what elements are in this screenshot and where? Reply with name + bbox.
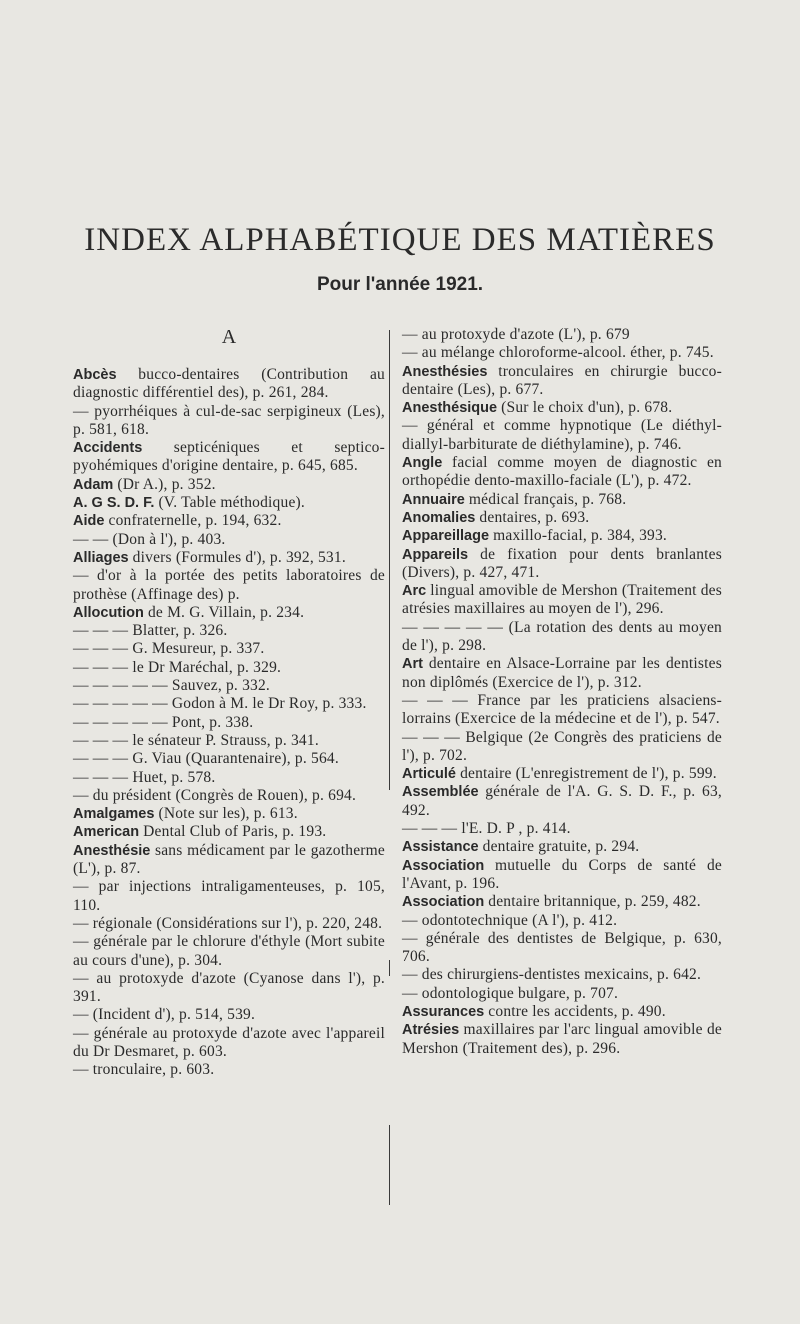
entry-text: — des chirurgiens-dentistes mexicains, p. 642. <box>402 966 702 984</box>
entry-text: — — — Huet, p. 578. <box>73 768 216 786</box>
entry-text: — au protoxyde d'azote (Cyanose dans l'), p. 391. <box>73 969 385 1006</box>
entry-text: — général et comme hypnotique (Le diéthyl-diallyl-barbiturate de diéthylamine), p. 746. <box>402 417 722 453</box>
index-entry <box>402 582 722 619</box>
entry-text: — — — le Dr Maréchal, p. 329. <box>73 658 282 676</box>
index-entry <box>402 820 722 838</box>
index-entry <box>402 783 722 820</box>
index-entry <box>73 878 385 915</box>
index-entry <box>402 893 722 911</box>
entry-text: bucco-dentaires (Contribution au diagnostic différentiel des), p. 261, 284. <box>73 366 385 402</box>
index-entry <box>402 655 722 692</box>
entry-text: — régionale (Considérations sur l'), p. 220, 248. <box>73 914 383 932</box>
index-entry <box>73 512 385 530</box>
index-entry <box>402 1003 722 1021</box>
entry-text: contre les accidents, p. 490. <box>484 1002 666 1020</box>
index-entry <box>402 765 722 783</box>
entry-text: dentaires, p. 693. <box>475 508 590 526</box>
index-entry <box>73 695 385 713</box>
index-entry <box>402 985 722 1003</box>
entry-text: — générale des dentistes de Belgique, p. 630, 706. <box>402 929 722 966</box>
index-entry <box>73 1006 385 1024</box>
entry-text: — par injections intraligamenteuses, p. 105, 110. <box>73 878 385 914</box>
entry-text: (Note sur les), p. 613. <box>154 805 298 823</box>
entry-heading: Appareils <box>402 546 469 563</box>
entry-heading: Abcès <box>73 367 117 383</box>
index-entry <box>402 619 722 656</box>
entry-heading: Art <box>402 656 423 673</box>
index-entry <box>402 930 722 967</box>
entry-text: — — — — — Sauvez, p. 332. <box>73 677 271 695</box>
entry-text: tronculaires en chirurgie bucco-dentaire (Les), p. 677. <box>402 362 722 398</box>
index-entry <box>402 527 722 545</box>
entry-text: maxillaires par l'arc lingual amovible de Mershon (Traitement des), p. 296. <box>402 1021 722 1057</box>
entry-text: maxillo-facial, p. 384, 393. <box>489 527 668 545</box>
index-entry <box>73 732 385 750</box>
index-entry <box>402 326 722 344</box>
entry-text: — — — le sénateur P. Strauss, p. 341. <box>73 731 319 749</box>
entry-heading: Aide <box>73 513 105 530</box>
index-entry <box>402 729 722 766</box>
entry-text: — — (Don à l'), p. 403. <box>73 530 226 548</box>
entry-text: — pyorrhéiques à cul-de-sac serpigineux (Les), p. 581, 618. <box>73 402 385 438</box>
index-entry <box>402 966 722 984</box>
entry-text: — du président (Congrès de Rouen), p. 694. <box>73 786 357 804</box>
entry-text: — — — G. Mesureur, p. 337. <box>73 640 265 658</box>
entry-text: — générale au protoxyde d'azote avec l'appareil du Dr Desmaret, p. 603. <box>73 1024 385 1060</box>
index-entry <box>402 509 722 527</box>
entry-text: — — — G. Viau (Quarantenaire), p. 564. <box>73 750 339 768</box>
index-entry <box>73 1025 385 1062</box>
entry-heading: Association <box>402 894 485 911</box>
entry-text: — tronculaire, p. 603. <box>73 1061 215 1079</box>
entry-heading: American <box>73 824 140 841</box>
page-title: INDEX ALPHABÉTIQUE DES MATIÈRES <box>84 222 716 258</box>
entry-heading: Association <box>402 857 485 874</box>
entry-text: — — — l'E. D. P , p. 414. <box>402 820 571 838</box>
index-entry <box>73 1061 385 1079</box>
index-entry <box>402 399 722 417</box>
index-entry <box>402 838 722 856</box>
entry-heading: Assistance <box>402 839 479 856</box>
entry-heading: Annuaire <box>402 491 465 508</box>
entry-heading: Adam <box>73 476 114 493</box>
index-entry <box>73 805 385 823</box>
index-entry <box>73 659 385 677</box>
entry-text: facial comme moyen de diagnostic en orthopédie dento-maxillo-faciale (L'), p. 472. <box>402 454 722 490</box>
entry-text: (Sur le choix d'un), p. 678. <box>497 399 673 417</box>
entry-text: lingual amovible de Mershon (Traitement des atrésies maxillaires au moyen de l'), 296. <box>402 582 722 618</box>
entry-text: — — — — — Godon à M. le Dr Roy, p. 333. <box>73 695 367 713</box>
page-subtitle: Pour l'année 1921. <box>316 274 484 295</box>
entry-text: médical français, p. 768. <box>464 490 627 508</box>
index-entry <box>73 604 385 622</box>
entry-heading: Anesthésie <box>73 842 151 859</box>
index-entry <box>402 417 722 454</box>
entry-text: divers (Formules d'), p. 392, 531. <box>128 548 346 566</box>
index-entry <box>402 454 722 491</box>
entry-heading: Articulé <box>402 766 456 783</box>
index-entry <box>73 677 385 695</box>
entry-text: (V. Table méthodique). <box>154 494 305 512</box>
entry-text: dentaire britannique, p. 259, 482. <box>484 893 701 911</box>
index-entry <box>73 933 385 970</box>
index-entry <box>73 842 385 879</box>
entry-heading: Appareillage <box>402 528 490 545</box>
index-entry <box>73 970 385 1007</box>
right-column <box>402 326 722 1058</box>
entry-text: de M. G. Villain, p. 234. <box>143 603 305 621</box>
entry-heading: Angle <box>402 455 443 472</box>
index-entry <box>73 640 385 658</box>
column-divider <box>389 330 390 790</box>
index-entry <box>402 546 722 583</box>
entry-text: sans médicament par le gazotherme (L'), p. 87. <box>73 841 385 878</box>
index-entry <box>73 567 385 604</box>
column-divider <box>389 960 390 976</box>
entry-heading: Allocution <box>73 604 144 621</box>
entry-text: — d'or à la portée des petits laboratoires de prothèse (Affinage des) p. <box>73 567 385 603</box>
entry-text: — — — Belgique (2e Congrès des praticiens de l'), p. 702. <box>402 728 722 764</box>
index-entry <box>73 549 385 567</box>
index-entry <box>73 366 385 403</box>
entry-text: de fixation pour dents branlantes (Divers), p. 427, 471. <box>402 545 722 581</box>
entry-text: septicéniques et septico-pyohémiques d'origine dentaire, p. 645, 685. <box>73 439 385 475</box>
left-column: A Abcès bucco-dentaires (Contribution au diagnostic différentiel des), p. 261, 284. — pyorrhéiques à cul-de-sac serpigineux (Les), p. 581, 618. Accidents septicéniques et septico-pyohémiques d'origine dentaire, p. 645, 685. Adam (Dr A.), p. 352. A. G S. D. F. (V. Table méthodique). Aide confraternelle, p. 194, 632. — — (Don à l'), p. 403. Alliages divers (Formules d'), p. 392, 531. — d'or à la portée des petits laboratoires de prothèse (Affinage des) p. Allocution de M. G. Villain, p. 234. — — — Blatter, p. 326. — — — G. Mesureur, p. 337. — — — le Dr Maréchal, p. 329. — — — — — Sauvez, p. 332. — — — — — Godon à M. le Dr Roy, p. 333. — — — — — Pont, p. 338. — — — le sénateur P. Strauss, p. 341. — — — G. Viau (Quarantenaire), p. 564. — — — Huet, p. 578. — du président (Congrès de Rouen), p. 694. Amalgames (Note sur les), p. 613. American Dental Club of Paris, p. 193. Anesthésie sans médicament par le gazotherme (L'), p. 87. — par injections intraligamenteuses, p. 105, 110. — régionale (Considérations sur l'), p. 220, 248. — générale par le chlorure d'éthyle (Mort subite au cours d'une), p. 304. — au protoxyde d'azote (Cyanose dans l'), p. 391. — (Incident d'), p. 514, 539. — générale au protoxyde d'azote avec l'appareil du Dr Desmaret, p. 603. — tronculaire, p. 603. <box>73 326 385 1079</box>
entry-text: — — — — — (La rotation des dents au moyen de l'), p. 298. <box>402 618 722 655</box>
index-entry <box>402 363 722 400</box>
entry-text: — générale par le chlorure d'éthyle (Mort subite au cours d'une), p. 304. <box>73 933 385 969</box>
entry-heading: Assurances <box>402 1003 485 1020</box>
index-entry <box>73 531 385 549</box>
entry-heading: A. G S. D. F. <box>73 495 155 512</box>
entry-text: mutuelle du Corps de santé de l'Avant, p. 196. <box>402 856 722 892</box>
entry-text: générale de l'A. G. S. D. F., p. 63, 492. <box>402 783 722 819</box>
entry-heading: Accidents <box>73 440 143 457</box>
index-entry <box>73 622 385 640</box>
entry-heading: Arc <box>402 583 427 600</box>
entry-text: confraternelle, p. 194, 632. <box>104 512 282 530</box>
index-entry <box>402 692 722 729</box>
entry-text: — — — — — Pont, p. 338. <box>73 713 254 731</box>
index-entry <box>402 912 722 930</box>
column-divider <box>389 1125 390 1205</box>
index-entry <box>402 857 722 894</box>
index-entry <box>73 403 385 440</box>
entry-text: dentaire gratuite, p. 294. <box>478 838 640 856</box>
entry-heading: Alliages <box>73 549 129 566</box>
index-entry <box>73 714 385 732</box>
index-entry <box>73 787 385 805</box>
index-entry <box>402 1021 722 1058</box>
entry-heading: Atrésies <box>402 1022 460 1039</box>
entry-text: — au mélange chloroforme-alcool. éther, p. 745. <box>402 344 714 362</box>
index-entry <box>73 750 385 768</box>
index-entry <box>73 476 385 494</box>
entry-text: — (Incident d'), p. 514, 539. <box>73 1006 256 1024</box>
entry-text: — — — France par les praticiens alsaciens-lorrains (Exercice de la médecine et de l'), p. 547. <box>402 691 722 728</box>
entry-heading: Anesthésique <box>402 400 498 417</box>
entry-text: — au protoxyde d'azote (L'), p. 679 <box>402 326 630 343</box>
entry-text: Dental Club of Paris, p. 193. <box>139 823 327 841</box>
entry-text: dentaire en Alsace-Lorraine par les dentistes non diplômés (Exercice de l'), p. 312. <box>402 655 722 691</box>
entry-text: (Dr A.), p. 352. <box>113 475 216 493</box>
index-entry <box>402 344 722 362</box>
index-entry <box>73 439 385 476</box>
entry-text: — odontotechnique (A l'), p. 412. <box>402 911 618 929</box>
index-entry <box>402 491 722 509</box>
entry-heading: Amalgames <box>73 806 155 823</box>
entry-heading: Anesthésies <box>402 363 488 380</box>
entry-text: — odontologique bulgare, p. 707. <box>402 984 619 1002</box>
entry-text: — — — Blatter, p. 326. <box>73 622 228 640</box>
index-entry <box>73 823 385 841</box>
index-entry <box>73 494 385 512</box>
entry-heading: Anomalies <box>402 509 476 526</box>
index-entry <box>73 915 385 933</box>
index-entry <box>73 769 385 787</box>
entry-heading: Assemblée <box>402 784 479 801</box>
entry-text: dentaire (L'enregistrement de l'), p. 599. <box>456 765 717 783</box>
